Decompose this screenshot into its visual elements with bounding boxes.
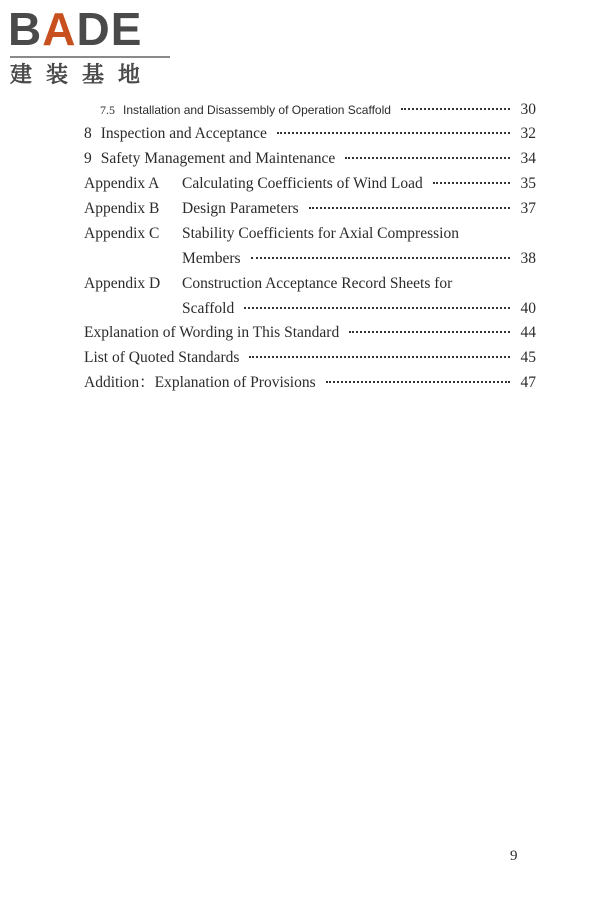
toc-page-number: 38 [520,250,536,267]
toc-leader-dots [326,381,510,383]
toc-appendix-label: Appendix B [84,200,160,217]
toc-title: Installation and Disassembly of Operation Scaffold [123,103,391,117]
toc-entry-appendix-c-line2[interactable] [84,249,536,269]
toc-page-number: 37 [520,200,536,217]
toc-entry-7-5[interactable] [100,100,536,120]
toc-number: 9 [84,150,92,167]
logo-letters-start: B [8,3,43,55]
toc-leader-dots [244,307,510,309]
toc-leader-dots [251,257,510,259]
logo-chinese-text: 建装基地 [10,63,155,88]
toc-title-continued: Members [182,250,241,267]
toc-appendix-label: Appendix A [84,175,160,192]
bade-logo [8,3,174,88]
toc-entry-appendix-c-line1[interactable] [84,224,536,244]
toc-title: Explanation of Wording in This Standard [84,324,340,341]
toc-entry-addition-provisions[interactable] [84,373,536,393]
toc-entry-appendix-d-line1[interactable] [84,274,536,294]
toc-page-number: 47 [520,374,536,391]
toc-page-number: 44 [520,324,536,341]
toc-leader-dots [277,132,510,134]
logo-wordmark [8,3,174,55]
toc-leader-dots [249,356,510,358]
toc-title: Design Parameters [182,200,299,217]
toc-entry-quoted-standards[interactable] [84,348,536,368]
toc-title: Safety Management and Maintenance [100,150,336,167]
toc-number: 8 [84,125,92,142]
toc-title: Addition：Explanation of Provisions [84,374,316,391]
logo-divider [10,56,170,58]
toc-leader-dots [433,182,510,184]
toc-title: Stability Coefficients for Axial Compression [182,225,459,242]
toc-entry-appendix-d-line2[interactable] [84,299,536,319]
toc-appendix-label: Appendix C [84,225,160,242]
logo-accent-letter: A [42,3,77,55]
toc-entry-appendix-a[interactable] [84,174,536,194]
toc-leader-dots [345,157,510,159]
toc-entry-appendix-b[interactable] [84,199,536,219]
toc-title: List of Quoted Standards [84,349,240,366]
toc-entry-explanation-of-wording[interactable] [84,323,536,343]
logo-letters-end: DE [76,3,143,55]
toc-title-continued: Scaffold [182,300,235,317]
toc-title: Construction Acceptance Record Sheets for [182,275,453,292]
toc-entry-chapter-9[interactable] [84,149,536,169]
toc-page-number: 45 [520,349,536,366]
toc-leader-dots [401,108,510,110]
toc-page-number: 35 [520,175,536,192]
toc-entry-chapter-8[interactable] [84,124,536,144]
toc-appendix-label: Appendix D [84,275,161,292]
toc-page-number: 30 [520,101,536,118]
toc-page-number: 32 [520,125,536,142]
toc-title: Inspection and Acceptance [100,125,267,142]
toc-leader-dots [309,207,510,209]
toc-title: Calculating Coefficients of Wind Load [182,175,423,192]
toc-page-number: 40 [520,300,536,317]
page-number: 9 [510,848,518,864]
toc-leader-dots [349,331,510,333]
toc-page-number: 34 [520,150,536,167]
toc-number: 7.5 [100,103,115,117]
